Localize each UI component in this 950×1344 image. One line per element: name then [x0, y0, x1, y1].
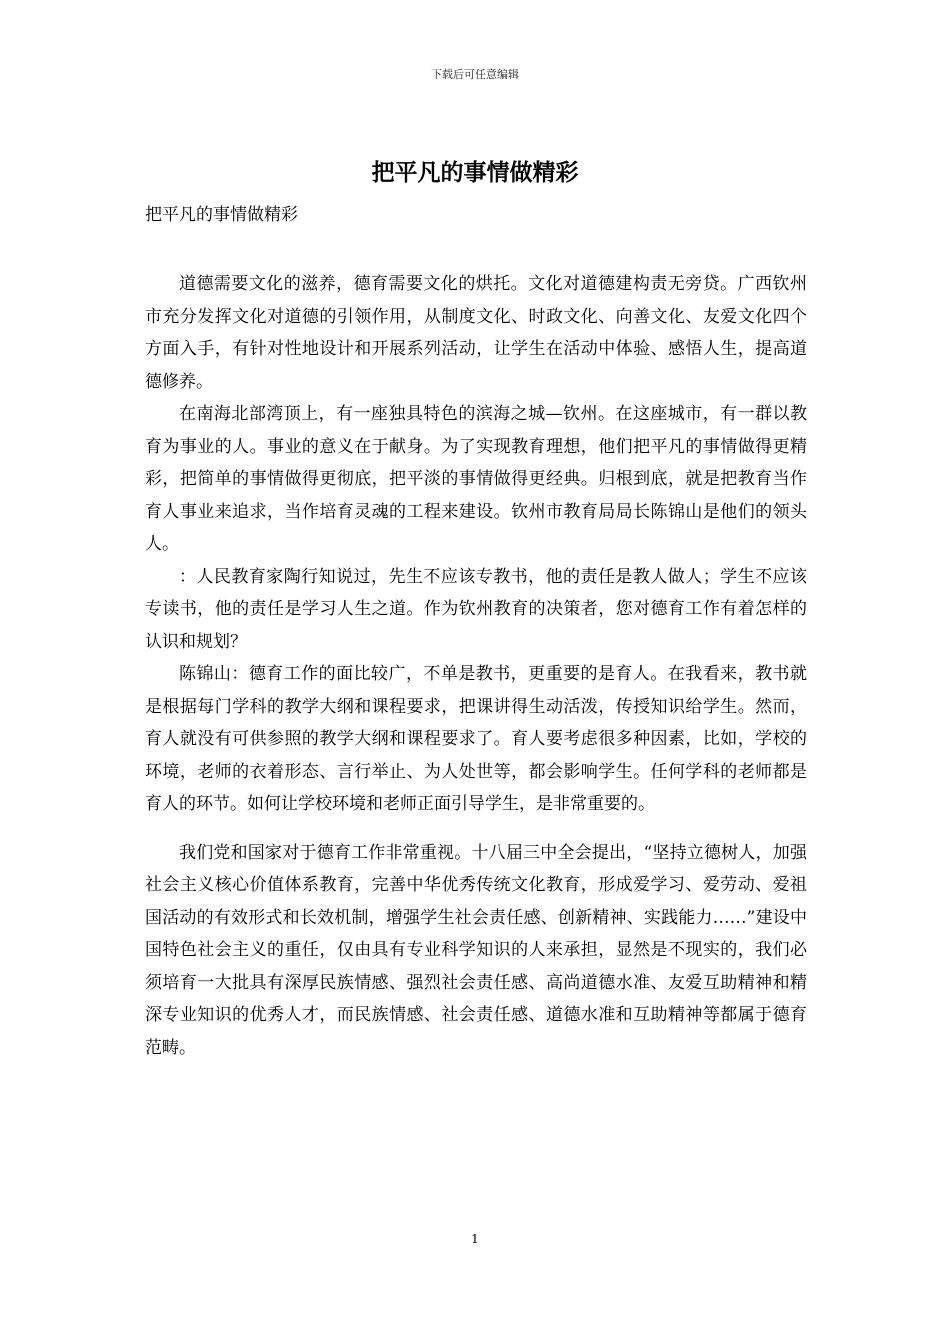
paragraph: 我们党和国家对于德育工作非常重视。十八届三中全会提出，“坚持立德树人，加强社会主义核心价值体系教育，完善中华优秀传统文化教育，形成爱学习、爱劳动、爱祖国活动的有效形式和长效机制，增强学生社会责任感、创新精神、实践能力……”建设中国特色社会主义的重任，仅由具有专业科学知识的人来承担，显然是不现实的，我们必须培育一大批具有深厚民族情感、强烈社会责任感、高尚道德水准、友爱互助精神和精深专业知识的优秀人才，而民族情感、社会责任感、道德水准和互助精神等都属于德育范畴。	[145, 842, 807, 1058]
page-number: 1	[471, 1232, 479, 1246]
document-subtitle: 把平凡的事情做精彩	[145, 205, 298, 225]
download-note-header: 下载后可任意编辑	[431, 68, 519, 81]
paragraph: ：人民教育家陶行知说过，先生不应该专教书，他的责任是教人做人；学生不应该专读书，他的责任是学习人生之道。作为钦州教育的决策者，您对德育工作有着怎样的认识和规划？	[145, 566, 807, 652]
document-title: 把平凡的事情做精彩	[371, 159, 579, 186]
paragraph: 在南海北部湾顶上，有一座独具特色的滨海之城—钦州。在这座城市，有一群以教育为事业的人。事业的意义在于献身。为了实现教育理想，他们把平凡的事情做得更精彩，把简单的事情做得更彻底，把平淡的事情做得更经典。归根到底，就是把教育当作育人事业来追求，当作培育灵魂的工程来建设。钦州市教育局局长陈锦山是他们的领头人。	[145, 404, 807, 554]
document-body	[145, 268, 807, 1064]
paragraph: 道德需要文化的滋养，德育需要文化的烘托。文化对道德建构责无旁贷。广西钦州市充分发挥文化对道德的引领作用，从制度文化、时政文化、向善文化、友爱文化四个方面入手，有针对性地设计和开展系列活动，让学生在活动中体验、感悟人生，提高道德修养。	[145, 274, 807, 392]
paragraph: 陈锦山：德育工作的面比较广，不单是教书，更重要的是育人。在我看来，教书就是根据每门学科的教学大纲和课程要求，把课讲得生动活泼，传授知识给学生。然而，育人就没有可供参照的教学大纲和课程要求了。育人要考虑很多种因素，比如，学校的环境，老师的衣着形态、言行举止、为人处世等，都会影响学生。任何学科的老师都是育人的环节。如何让学校环境和老师正面引导学生，是非常重要的。	[145, 664, 807, 814]
